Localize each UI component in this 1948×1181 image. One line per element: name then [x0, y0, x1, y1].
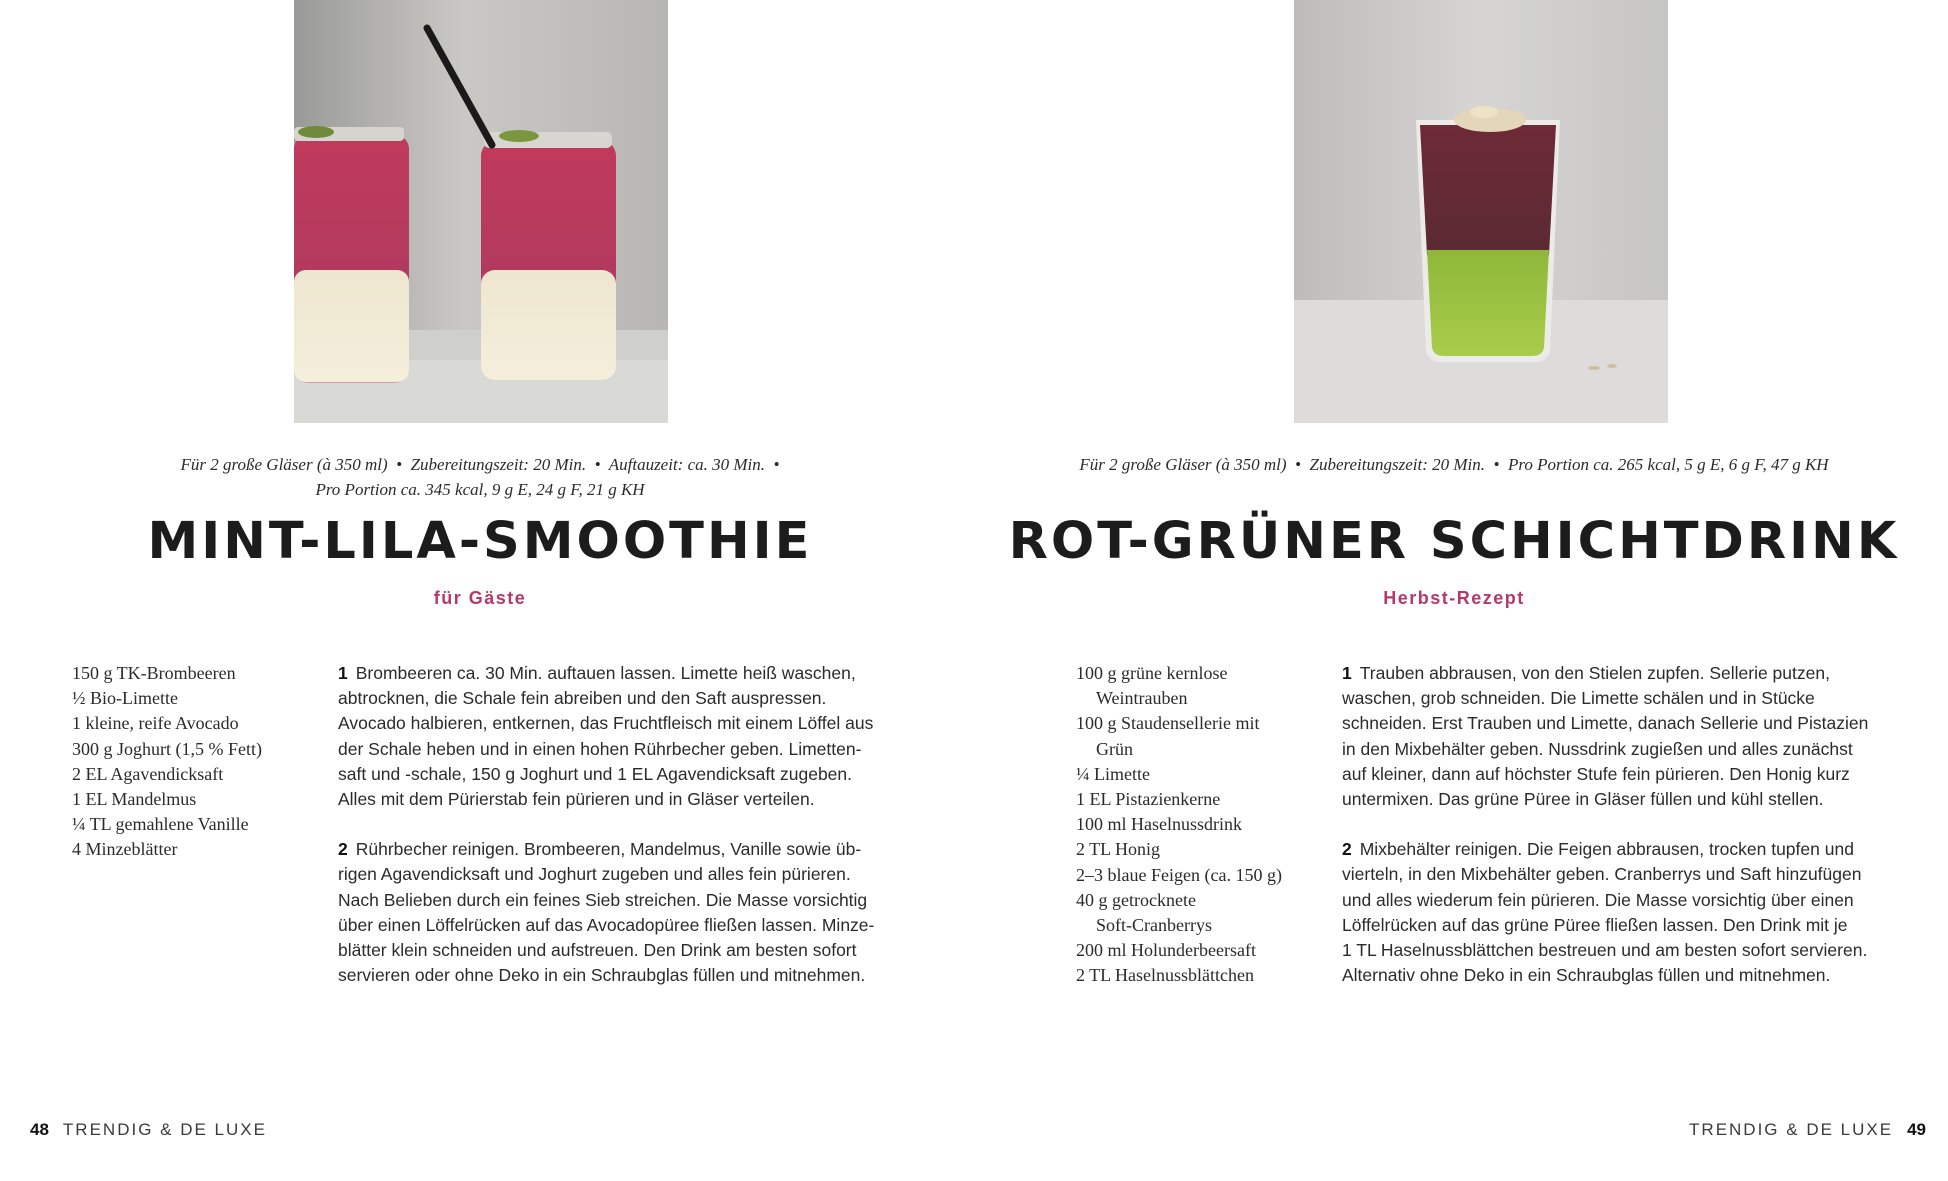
- instruction-steps: [338, 661, 898, 1013]
- page-footer: [1689, 1120, 1926, 1140]
- recipe-subtitle: für Gäste: [433, 588, 527, 608]
- ingredient-item: 4 Minzeblätter: [72, 839, 178, 860]
- ingredient-item: 1 EL Pistazienkerne: [1076, 789, 1221, 810]
- ingredient-item: 2 TL Honig: [1076, 839, 1160, 860]
- ingredient-item: 100 g Staudensellerie mit: [1076, 713, 1260, 734]
- ingredient-item: 200 ml Holunderbeersaft: [1076, 940, 1256, 961]
- recipe-meta: [60, 452, 900, 502]
- instruction-step: [1342, 661, 1902, 812]
- section-title: TRENDIG & DE LUXE: [1689, 1120, 1894, 1139]
- ingredient-list: [72, 661, 322, 863]
- ingredient-item: ½ Bio-Limette: [72, 688, 178, 709]
- ingredient-item: 100 g grüne kernlose: [1076, 663, 1228, 683]
- recipe-meta-line1: Für 2 große Gläser (à 350 ml) • Zubereitungszeit: 20 Min. • Pro Portion ca. 265 kcal, 5 g E, 6 g F, 47 g KH: [1079, 455, 1829, 474]
- ingredient-list: [1076, 661, 1326, 989]
- page-number: 48: [30, 1120, 49, 1139]
- ingredient-item: ¼ Limette: [1076, 763, 1150, 784]
- instruction-step: [338, 837, 898, 988]
- step-text: Rührbecher reinigen. Brombeeren, Mandelmus, Vanille sowie üb- rigen Agavendicksaft und Joghurt zugeben und alles fein pürieren. Nach Belieben durch ein feines Sieb streichen. Die Masse vorsichtig über einen Löffelrücken auf das Avocadopüree fließen lassen. Minze- blätter klein schneiden und aufstreuen. Den Drink am besten sofort servieren oder ohne Deko in ein Schraubglas füllen und mitnehmen.: [338, 839, 875, 986]
- recipe-title: ROT-GRÜNER SCHICHTDRINK: [1008, 512, 1900, 571]
- ingredient-item: 1 EL Mandelmus: [72, 789, 197, 810]
- step-text: Brombeeren ca. 30 Min. auftauen lassen. Limette heiß waschen, abtrocknen, die Schale fein abreiben und den Saft auspressen. Avocado halbieren, entkernen, das Fruchtfleisch mit einem Löffel aus der Schale heben und in einen hohen Rührbecher geben. Limetten- saft und -schale, 150 g Joghurt und 1 EL Agavendicksaft zugeben. Alles mit dem Pürierstab fein pürieren und in Gläser verteilen.: [338, 663, 874, 810]
- section-title: TRENDIG & DE LUXE: [62, 1120, 267, 1139]
- smoothie-photo: [294, 0, 668, 423]
- ingredient-item: 40 g getrocknete: [1076, 889, 1196, 910]
- recipe-subtitle: Herbst-Rezept: [1383, 588, 1525, 608]
- step-number: 2: [338, 839, 348, 860]
- step-number: 1: [338, 663, 348, 683]
- ingredient-item: 2 EL Agavendicksaft: [72, 763, 224, 784]
- drink-photo: [1294, 0, 1668, 423]
- page-number: 49: [1907, 1120, 1926, 1139]
- ingredient-item: Soft-Cranberrys: [1096, 915, 1212, 936]
- step-number: 2: [1342, 839, 1352, 860]
- step-text: Trauben abbrausen, von den Stielen zupfen. Sellerie putzen, waschen, grob schneiden. Die Limette schälen und in Stücke schneiden. Erst Trauben und Limette, danach Sellerie und Pistazien in den Mixbehälter geben. Nussdrink zugießen und alles zunächst auf kleiner, dann auf höchster Stufe fein pürieren. Den Honig kurz untermixen. Das grüne Püree in Gläser füllen und kühl stellen.: [1342, 663, 1869, 810]
- page-footer: [30, 1120, 267, 1140]
- recipe-title: MINT-LILA-SMOOTHIE: [147, 512, 813, 571]
- recipe-meta-line2: Pro Portion ca. 345 kcal, 9 g E, 24 g F, 21 g KH: [315, 480, 645, 499]
- page-right: [974, 0, 1948, 1181]
- instruction-step: [1342, 837, 1902, 988]
- instruction-step: [338, 661, 898, 812]
- step-text: Mixbehälter reinigen. Die Feigen abbrausen, trocken tupfen und vierteln, in den Mixbehälter geben. Cranberrys und Saft hinzufügen und alles wiederum fein pürieren. Die Masse vorsichtig über einen Löffelrücken auf das grüne Püree fließen lassen. Den Drink mit je 1 TL Haselnussblättchen bestreuen und am besten sofort servieren. Alternativ ohne Deko in ein Schraubglas füllen und mitnehmen.: [1342, 839, 1868, 986]
- ingredient-item: Grün: [1096, 738, 1133, 759]
- ingredient-item: 2 TL Haselnussblättchen: [1076, 965, 1254, 986]
- ingredient-item: 150 g TK-Brombeeren: [72, 663, 236, 683]
- ingredient-item: 100 ml Haselnussdrink: [1076, 814, 1242, 835]
- instruction-steps: [1342, 661, 1902, 1013]
- ingredient-item: 2–3 blaue Feigen (ca. 150 g): [1076, 864, 1282, 885]
- ingredient-item: ¼ TL gemahlene Vanille: [72, 814, 249, 835]
- ingredient-item: 300 g Joghurt (1,5 % Fett): [72, 738, 262, 759]
- recipe-meta-line1: Für 2 große Gläser (à 350 ml) • Zubereitungszeit: 20 Min. • Auftauzeit: ca. 30 Min. •: [180, 455, 780, 474]
- step-number: 1: [1342, 663, 1352, 683]
- ingredient-item: Weintrauben: [1096, 688, 1188, 709]
- recipe-meta: [1034, 452, 1874, 477]
- ingredient-item: 1 kleine, reife Avocado: [72, 713, 239, 734]
